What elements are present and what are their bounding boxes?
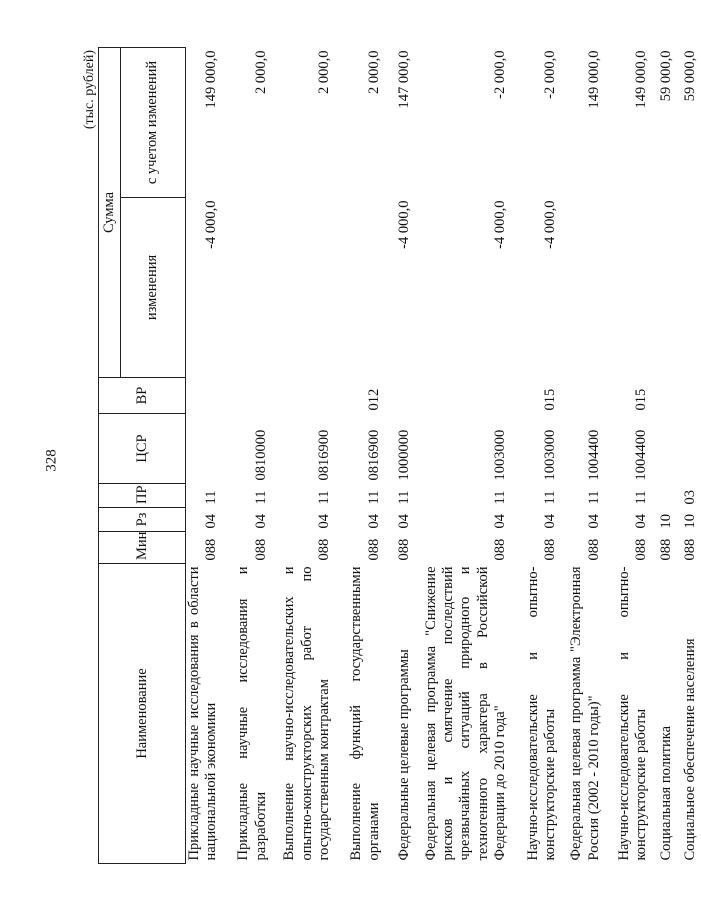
cell-izm	[676, 198, 700, 378]
cell-pr: 11	[365, 490, 382, 505]
cell-pr: 11	[252, 490, 269, 505]
table-body	[185, 48, 700, 864]
cell-min: 088	[365, 538, 382, 561]
cell-csr	[676, 414, 700, 484]
cell-csr: 1000000	[396, 429, 413, 481]
table-row	[384, 48, 414, 864]
cell-rz: 04	[316, 514, 333, 529]
cell-pr: 11	[541, 490, 558, 505]
header-summa: Сумма	[99, 48, 121, 378]
cell-csr: 1004400	[585, 429, 602, 481]
table-row	[604, 48, 652, 864]
cell-csr: 1004400	[633, 429, 650, 481]
table-row	[652, 48, 676, 864]
cell-pr: 11	[396, 490, 413, 505]
cell-vr: 015	[633, 388, 650, 411]
cell-izm: -4 000,0	[541, 200, 558, 249]
cell-rz: 04	[585, 514, 602, 529]
cell-total: 2 000,0	[365, 50, 382, 94]
cell-vr: 012	[365, 388, 382, 411]
cell-vr	[271, 378, 334, 414]
rotated-document	[82, 20, 699, 870]
cell-pr: 11	[316, 490, 333, 505]
cell-vr	[415, 378, 511, 414]
cell-izm: -4 000,0	[203, 200, 220, 249]
cell-vr	[221, 378, 271, 414]
cell-csr: 1003000	[541, 429, 558, 481]
cell-izm	[271, 198, 334, 378]
header-s-uchetom: с учетом изменений	[120, 48, 185, 198]
cell-total: 149 000,0	[585, 50, 602, 109]
table-row	[676, 48, 700, 864]
cell-name: Выполнение научно-исследовательских и опытно-конструкторских работ по государственным контрактам	[281, 566, 333, 861]
cell-total: 2 000,0	[316, 50, 333, 94]
cell-min: 088	[633, 538, 650, 561]
cell-min: 088	[657, 538, 674, 561]
cell-csr: 0816900	[316, 429, 333, 481]
cell-min: 088	[492, 538, 509, 561]
header-csr: ЦСР	[99, 414, 186, 484]
cell-pr: 11	[585, 490, 602, 505]
cell-izm	[334, 198, 384, 378]
cell-rz: 10	[657, 514, 674, 529]
cell-izm	[652, 198, 676, 378]
cell-vr	[652, 378, 676, 414]
cell-name: Прикладные научные исследования в области национальной экономики	[185, 566, 220, 861]
header-rz: Рз	[99, 508, 186, 532]
cell-izm	[221, 198, 271, 378]
cell-csr	[185, 414, 221, 484]
cell-vr	[185, 378, 221, 414]
budget-table	[98, 47, 701, 864]
cell-name: Социальное обеспечение населения	[682, 638, 699, 861]
cell-name: Научно-исследовательские и опытно-конструкторские работы	[524, 566, 558, 861]
table-row	[334, 48, 384, 864]
cell-izm: -4 000,0	[396, 200, 413, 249]
cell-csr	[652, 414, 676, 484]
table-row	[271, 48, 334, 864]
cell-csr: 1003000	[492, 429, 509, 481]
cell-total: 2 000,0	[252, 50, 269, 94]
cell-rz: 04	[396, 514, 413, 529]
cell-pr	[652, 484, 676, 508]
cell-min: 088	[682, 538, 699, 561]
cell-rz: 10	[682, 514, 699, 529]
table-row	[560, 48, 604, 864]
cell-name: Социальная политика	[657, 725, 674, 861]
table-row	[185, 48, 221, 864]
cell-min: 088	[541, 538, 558, 561]
cell-rz: 04	[633, 514, 650, 529]
cell-min: 088	[396, 538, 413, 561]
cell-total: 59 000,0	[682, 50, 699, 102]
cell-vr	[384, 378, 414, 414]
table-row	[221, 48, 271, 864]
cell-pr: 11	[203, 490, 220, 505]
cell-rz: 04	[492, 514, 509, 529]
cell-pr: 03	[682, 490, 699, 505]
cell-vr: 015	[541, 388, 558, 411]
cell-izm	[604, 198, 652, 378]
cell-min: 088	[585, 538, 602, 561]
cell-rz: 04	[541, 514, 558, 529]
header-izm: изменения	[120, 198, 185, 378]
cell-total: 147 000,0	[396, 50, 413, 109]
cell-csr: 0810000	[252, 429, 269, 481]
cell-pr: 11	[492, 490, 509, 505]
cell-csr: 0816900	[365, 429, 382, 481]
header-vr: ВР	[99, 378, 186, 414]
cell-vr	[560, 378, 604, 414]
cell-vr	[676, 378, 700, 414]
cell-total: 149 000,0	[203, 50, 220, 109]
cell-name: Прикладные научные исследования и разработки	[235, 566, 269, 861]
header-pr: ПР	[99, 484, 186, 508]
cell-total: 149 000,0	[633, 50, 650, 109]
cell-izm: -4 000,0	[492, 200, 509, 249]
page-number: 328	[43, 449, 60, 472]
cell-min: 088	[252, 538, 269, 561]
cell-pr: 11	[633, 490, 650, 505]
unit-note: (тыс. рублей)	[82, 50, 97, 130]
cell-total: -2 000,0	[541, 50, 558, 99]
table-row	[415, 48, 511, 864]
cell-izm	[560, 198, 604, 378]
header-min: Мин	[99, 532, 186, 564]
header-name: Наименование	[99, 564, 186, 864]
cell-name: Федеральная целевая программа "Снижение рисков и смягчение последствий чрезвычайных ситуаций природного и техногенного характера в Российской Федерации до 2010 года"	[422, 566, 509, 861]
cell-min: 088	[203, 538, 220, 561]
cell-total: -2 000,0	[492, 50, 509, 99]
cell-rz: 04	[365, 514, 382, 529]
cell-name: Научно-исследовательские и опытно-конструкторские работы	[616, 566, 650, 861]
cell-rz: 04	[203, 514, 220, 529]
table-row	[511, 48, 561, 864]
cell-min: 088	[316, 538, 333, 561]
cell-name: Федеральные целевые программы	[396, 649, 413, 861]
cell-name: Федеральная целевая программа "Электронная Россия (2002 - 2010 годы)"	[568, 566, 602, 861]
cell-name: Выполнение функций государственными органами	[348, 566, 382, 861]
cell-total: 59 000,0	[657, 50, 674, 102]
cell-rz: 04	[252, 514, 269, 529]
